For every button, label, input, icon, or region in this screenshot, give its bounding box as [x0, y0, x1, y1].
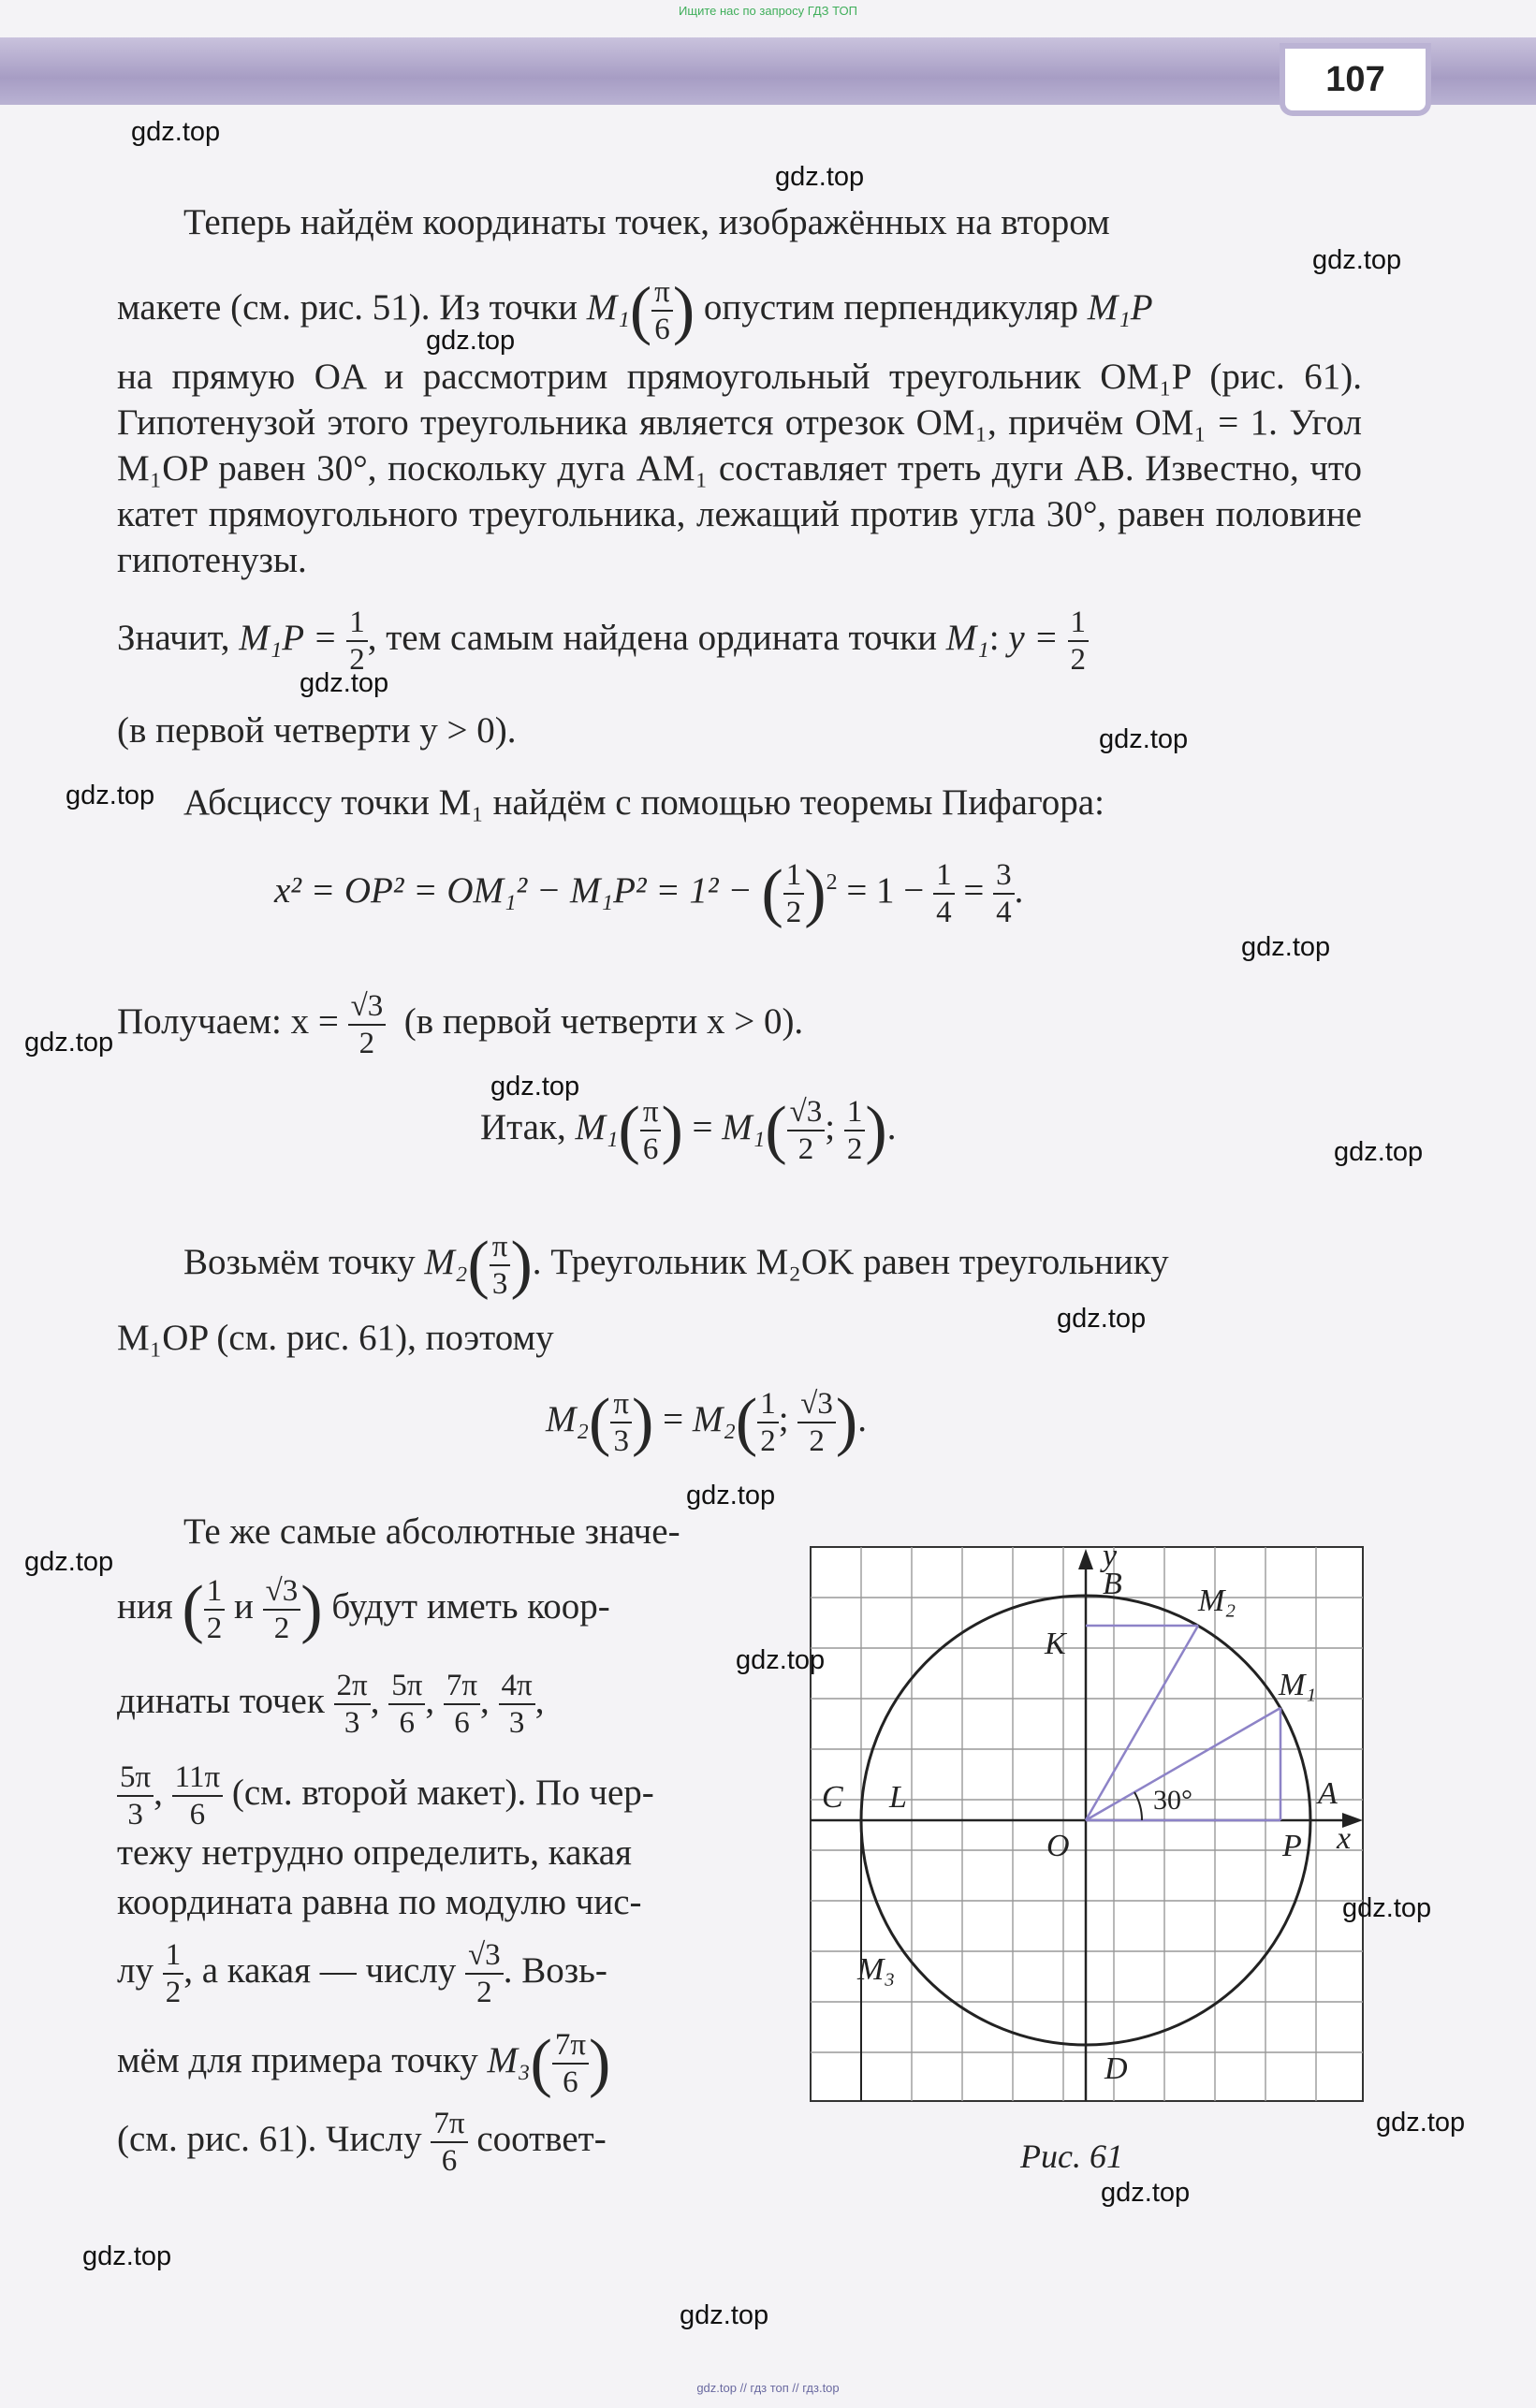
coord-mod-line: координата равна по модулю чис- [117, 1882, 642, 1922]
coords-line: динаты точек $\frac{2\pi}{3}$ , $\frac{5\pi}{6}$ , $\frac{7\pi}{6}$ , $\frac{4\pi}{3}$ , [117, 1669, 545, 1740]
label-p: P [1282, 1829, 1302, 1863]
label-m2: M₂ [1198, 1583, 1236, 1618]
watermark: gdz.top [1241, 932, 1331, 962]
chertezh-line: тежу нетрудно определить, какая [117, 1832, 632, 1873]
unit-circle-figure [805, 1540, 1367, 2138]
label-l: L [889, 1780, 907, 1815]
p1-line2: макете (см. рис. 51). Из точки M₁( $\frac{\pi}{6}$ ) опустим перпендикуляр M₁P [117, 274, 1153, 347]
poluchaem-line: Получаем: x = $\frac{√3}{2}$ (в первой четверти x > 0). [117, 989, 804, 1060]
watermark: gdz.top [24, 1028, 114, 1058]
watermark: gdz.top [66, 781, 155, 810]
p1-line1: Теперь найдём координаты точек, изображённых на втором [183, 202, 1110, 242]
watermark: gdz.top [1057, 1304, 1147, 1334]
watermark: gdz.top [680, 2300, 769, 2330]
watermark: gdz.top [686, 1481, 776, 1510]
label-x: x [1337, 1821, 1352, 1856]
bottom-note: gdz.top // гдз топ // гдз.top [696, 2381, 840, 2395]
watermark: gdz.top [300, 668, 389, 698]
watermark: gdz.top [736, 1645, 826, 1675]
label-k: K [1045, 1627, 1066, 1661]
figure-caption: Рис. 61 [1020, 2138, 1123, 2175]
label-y: y [1103, 1540, 1118, 1573]
watermark: gdz.top [24, 1547, 114, 1577]
watermark: gdz.top [775, 162, 865, 192]
watermark: gdz.top [1376, 2108, 1466, 2138]
abscissa-line: Абсциссу точки M₁ найдём с помощью теоремы Пифагора: [183, 782, 1104, 823]
m1op-line: M₁OP (см. рис. 61), поэтому [117, 1318, 554, 1358]
m2-formula: M₂( $\frac{\pi}{3}$ ) = M₂( $\frac{1}{2}$ ; $\frac{√3}{2}$ ). [546, 1386, 867, 1458]
watermark: gdz.top [131, 117, 221, 147]
itak-line: Итак, M₁( $\frac{\pi}{6}$ ) = M₁( $\frac{√3}{2}$ ; $\frac{1}{2}$ ). [480, 1094, 897, 1166]
label-b: B [1103, 1567, 1122, 1601]
p1-body: на прямую OA и рассмотрим прямоугольный треугольник OM₁P (рис. 61). Гипотенузой этого треугольника является отрезок OM₁, причём OM₁ = 1. Угол M₁OP равен 30°, поскольку дуга AM₁ составляет треть дуги AB. Известно, что катет прямоугольного треугольника, лежащий против угла 30°, равен половине гипотенузы. [117, 357, 1362, 580]
lu-line: лу $\frac{1}{2}$ , а какая — числу $\frac{√3}{2}$ . Возь- [117, 1938, 607, 2009]
pythagoras-formula: x² = OP² = OM₁² − M₁P² = 1² − ( $\frac{1}{2}$ )$^2$ = 1 − $\frac{1}{4}$ = $\frac{3}{4}$ . [274, 857, 1024, 929]
top-note: Ищите нас по запросу ГДЗ ТОП [679, 4, 857, 18]
watermark: gdz.top [1101, 2178, 1191, 2208]
same-abs-line2: ния ( $\frac{1}{2}$ и $\frac{√3}{2}$ ) будут иметь коор- [117, 1573, 610, 1645]
mem-line: мём для примера точку M₃( $\frac{7\pi}{6}$ ) [117, 2027, 611, 2099]
sm-line: (см. рис. 61). Числу $\frac{7\pi}{6}$ соответ- [117, 2107, 607, 2178]
same-abs-line1: Те же самые абсолютные значе- [183, 1511, 680, 1552]
label-o: O [1046, 1829, 1070, 1863]
page-number: 107 [1285, 49, 1426, 110]
label-m3: M₃ [857, 1952, 896, 1987]
second-maket-line: $\frac{5\pi}{3}$ , $\frac{11\pi}{6}$ (см. второй макет). По чер- [117, 1759, 654, 1832]
label-c: C [822, 1780, 843, 1815]
watermark: gdz.top [1312, 245, 1402, 275]
label-a: A [1318, 1776, 1338, 1811]
znachit-line: Значит, M₁P = $\frac{1}{2}$ , тем самым найдена ордината точки M₁: y = $\frac{1}{2}$ [117, 605, 1089, 678]
label-d: D [1104, 2051, 1128, 2086]
vozmem-line: Возьмём точку M₂( $\frac{\pi}{3}$ ). Треугольник M₂OK равен треугольнику [183, 1229, 1169, 1301]
watermark: gdz.top [490, 1072, 580, 1102]
watermark: gdz.top [1342, 1893, 1432, 1923]
watermark: gdz.top [82, 2241, 172, 2271]
label-angle: 30° [1153, 1785, 1192, 1816]
watermark: gdz.top [1334, 1137, 1424, 1167]
label-m1: M₁ [1279, 1668, 1317, 1702]
watermark: gdz.top [426, 326, 516, 356]
watermark: gdz.top [1099, 724, 1189, 754]
first-quarter-y: (в первой четверти y > 0). [117, 710, 517, 751]
